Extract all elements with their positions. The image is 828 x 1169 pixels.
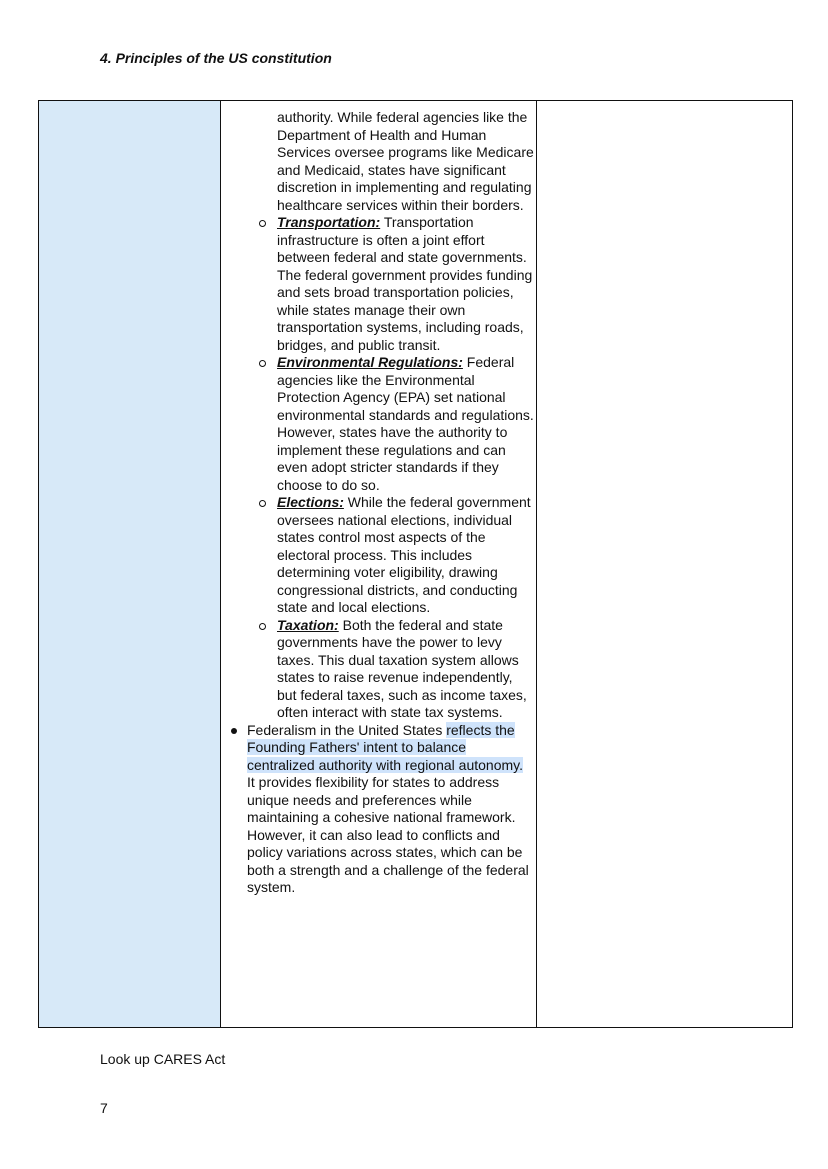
table-cell-right <box>536 101 537 1027</box>
text-elections: While the federal government oversees national elections, individual states control most aspects of the electoral process. This includes determining voter eligibility, drawing congressional districts, and conducting state and local elections. <box>277 494 531 615</box>
page-number: 7 <box>100 1100 108 1116</box>
sub-bullet-list <box>222 109 534 722</box>
note-text: Look up CARES Act <box>100 1051 226 1067</box>
highlighted-text[interactable]: reflects the Founding Fathers' intent to balance centralized authority with regional autonomy. <box>247 721 524 773</box>
sub-list-item-elections <box>277 494 534 617</box>
table-cell-middle <box>222 109 534 897</box>
sub-list-item-transportation <box>277 214 534 354</box>
term-elections: Elections: <box>277 494 344 510</box>
term-taxation: Taxation: <box>277 616 339 633</box>
text-taxation: Both the federal and state governments have the power to levy taxes. This dual taxation system allows states to raise revenue independently, but federal taxes, such as income taxes, often interact with state tax systems. <box>277 616 527 720</box>
main-bullet-list <box>222 722 534 897</box>
table-cell-left <box>39 101 221 1027</box>
term-environmental: Environmental Regulations: <box>277 354 463 370</box>
sub-list-item-environmental <box>277 354 534 494</box>
text-transportation: Transportation infrastructure is often a joint effort between federal and state governments. The federal government provides funding and sets broad transportation policies, while states manage their own transportation systems, including roads, bridges, and public transit. <box>277 214 533 353</box>
continued-text: authority. While federal agencies like the Department of Health and Human Services oversee programs like Medicare and Medicaid, states have significant discretion in implementing and regulating healthcare services within their borders. <box>277 109 534 213</box>
continued-list-item <box>277 109 534 214</box>
term-transportation: Transportation: <box>277 214 381 230</box>
summary-list-item <box>247 722 534 897</box>
text-environmental: Federal agencies like the Environmental Protection Agency (EPA) set national environmental standards and regulations. However, states have the authority to implement these regulations and can even adopt stricter standards if they choose to do so. <box>277 354 534 493</box>
content-table <box>38 100 793 1028</box>
page-title: 4. Principles of the US constitution <box>100 50 332 66</box>
summary-text-before: Federalism in the United States <box>247 721 447 738</box>
summary-text-after: It provides flexibility for states to address unique needs and preferences while maintaining a cohesive national framework. However, it can also lead to conflicts and policy variations across states, which can be both a strength and a challenge of the federal system. <box>247 774 529 895</box>
sub-list-item-taxation <box>277 617 534 722</box>
